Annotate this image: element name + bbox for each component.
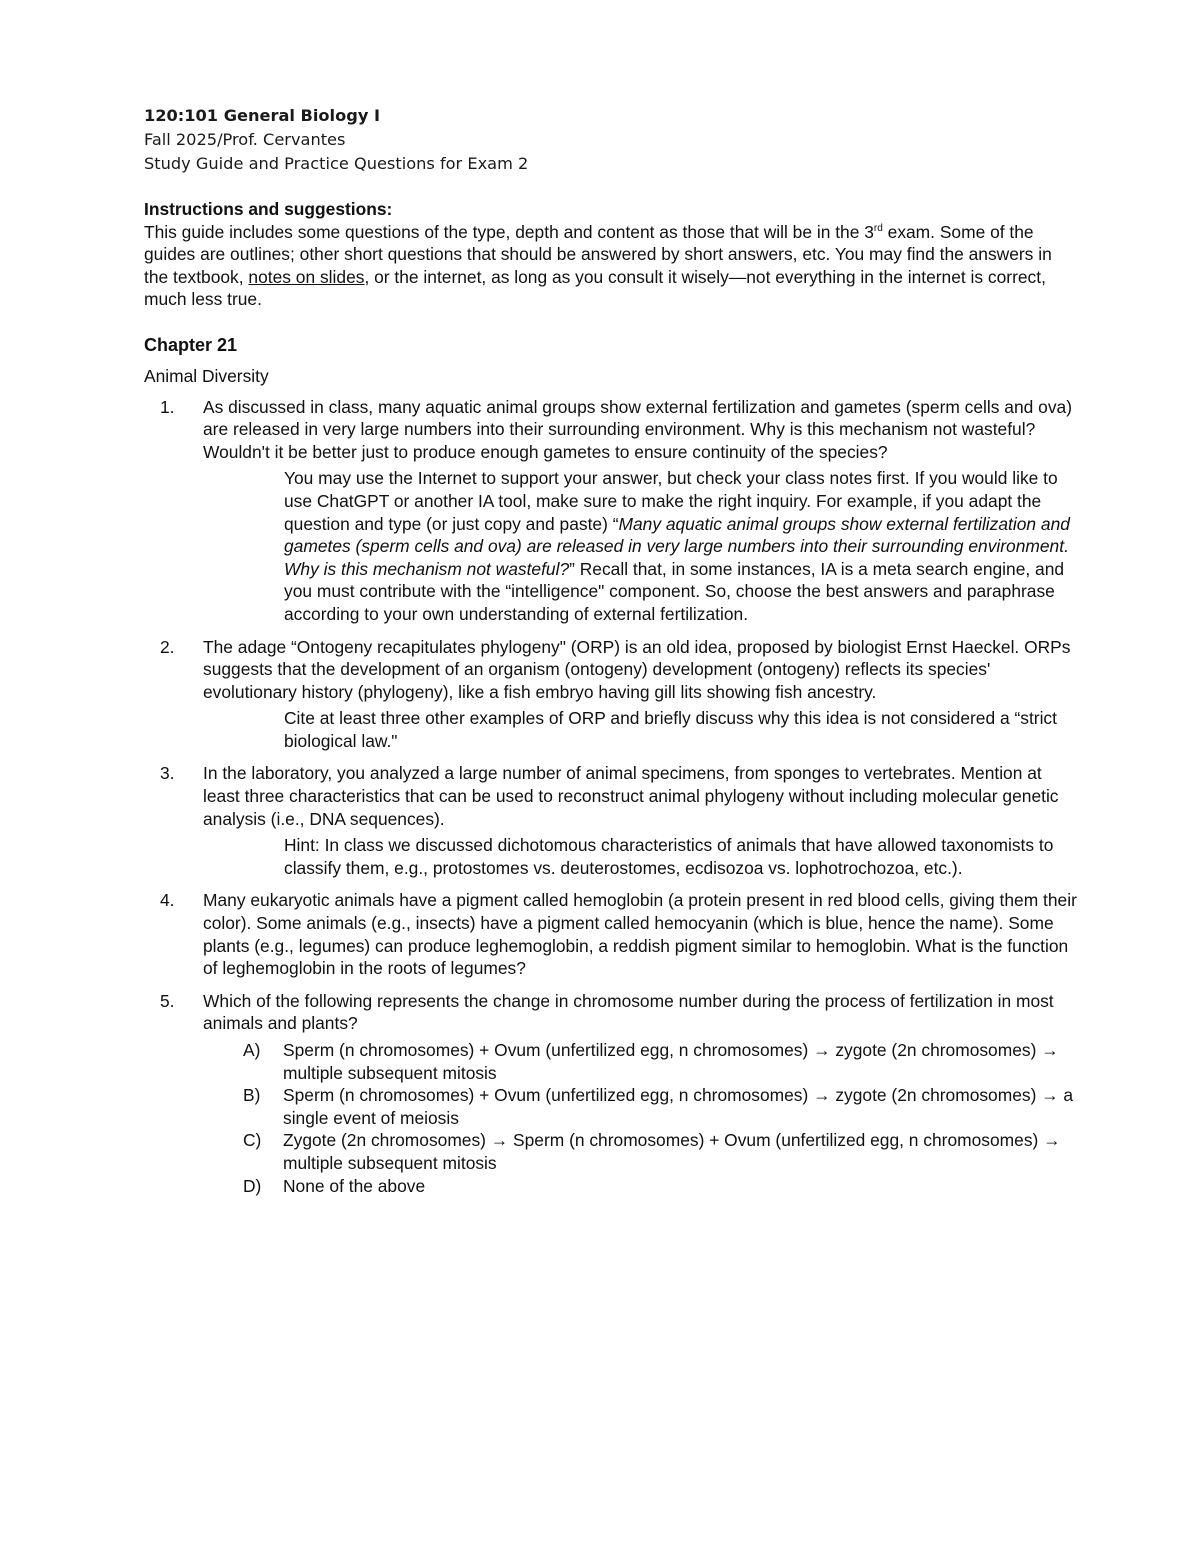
option-text: Sperm (n chromosomes) + Ovum (unfertilized egg, n chromosomes) → zygote (2n chromosomes) → a single event of meiosis xyxy=(283,1085,1074,1128)
ordinal-suffix: rd xyxy=(873,222,883,234)
term-instructor: Fall 2025/Prof. Cervantes xyxy=(144,130,346,149)
chapter-topic: Animal Diversity xyxy=(144,365,269,386)
question-hint: Hint: In class we discussed dichotomous characteristics of animals that have allowed taxonomists to classify them, e.g., protostomes vs. deuterostomes, ecdisozoa vs. lophotrochozoa, etc.). xyxy=(284,835,1054,878)
question-number: 1. xyxy=(160,396,175,417)
question-number: 4. xyxy=(160,890,175,911)
question-2 xyxy=(144,636,1080,753)
option-text: Sperm (n chromosomes) + Ovum (unfertilized egg, n chromosomes) → zygote (2n chromosomes) → multiple subsequent mitosis xyxy=(283,1040,1059,1083)
note-italic-quote: Many aquatic animal groups show external fertilization and gametes (sperm cells and ova) are released in very large numbers into their surrounding environment. Why is this mechanism not wasteful? xyxy=(284,513,1070,579)
question-body xyxy=(203,990,1080,1197)
note-text-part1: You may use the Internet to support your answer, but check your class notes first. If you would like to use ChatGPT or another IA tool, make sure to make the right inquiry. For example, if you adapt the question and type (or just copy and paste) “ xyxy=(284,468,1058,534)
option-text: Zygote (2n chromosomes) → Sperm (n chromosomes) + Ovum (unfertilized egg, n chromosomes) → multiple subsequent mitosis xyxy=(283,1130,1061,1173)
question-list xyxy=(144,396,1080,1198)
document-subtitle: Study Guide and Practice Questions for Exam 2 xyxy=(144,154,529,173)
answer-options xyxy=(243,1039,1080,1197)
answer-option-d xyxy=(243,1175,1080,1198)
question-text: Many eukaryotic animals have a pigment called hemoglobin (a protein present in red blood cells, giving them their color). Some animals (e.g., insects) have a pigment called hemocyanin (which is blue, hence the name). Some plants (e.g., legumes) can produce leghemoglobin, a reddish pigment similar to hemoglobin. What is the function of leghemoglobin in the roots of legumes? xyxy=(203,890,1077,979)
option-text: None of the above xyxy=(283,1175,426,1196)
document-header xyxy=(144,104,1080,176)
question-number: 5. xyxy=(160,990,175,1011)
option-letter: D) xyxy=(243,1175,262,1196)
instructions-text-part3: , or the internet, as long as you consult it wisely—not everything in the internet is correct, much less true. xyxy=(144,266,1046,310)
question-text: Which of the following represents the change in chromosome number during the process of fertilization in most animals and plants? xyxy=(203,990,1054,1034)
option-letter: A) xyxy=(243,1040,261,1060)
answer-option-b xyxy=(243,1084,1080,1129)
notes-on-slides-link[interactable]: notes on slides xyxy=(248,266,365,287)
question-5 xyxy=(144,990,1080,1197)
question-1 xyxy=(144,396,1080,626)
question-note xyxy=(284,467,1080,625)
instructions-heading: Instructions and suggestions: xyxy=(144,199,393,219)
question-body xyxy=(203,396,1080,626)
question-number: 2. xyxy=(160,636,175,657)
answer-option-a xyxy=(243,1039,1080,1084)
question-note: Cite at least three other examples of ORP and briefly discuss why this idea is not considered a “strict biological law." xyxy=(284,708,1057,751)
question-body xyxy=(203,762,1080,879)
question-text: In the laboratory, you analyzed a large number of animal specimens, from sponges to vertebrates. Mention at least three characteristics that can be used to reconstruct animal phylogeny without including molecular genetic analysis (i.e., DNA sequences). xyxy=(203,763,1059,829)
question-3 xyxy=(144,762,1080,879)
option-letter: B) xyxy=(243,1085,261,1106)
instructions-text-part1: This guide includes some questions of the type, depth and content as those that will be in the 3 xyxy=(144,221,874,242)
question-4 xyxy=(144,889,1080,979)
question-number: 3. xyxy=(160,763,175,784)
question-body xyxy=(203,636,1080,753)
question-body xyxy=(203,889,1080,979)
question-text: The adage “Ontogeny recapitulates phylogeny" (ORP) is an old idea, proposed by biologist Ernst Haeckel. ORPs suggests that the development of an organism (ontogeny) development (ontogeny) reflects its species' evolutionary history (phylogeny), like a fish embryo having gill lits showing fish ancestry. xyxy=(203,636,1071,702)
instructions-text xyxy=(144,221,1080,311)
note-text-part2: ” Recall that, in some instances, IA is a meta search engine, and you must contribute with the “intelligence" component. So, choose the best answers and paraphrase according to your own understanding of external fertilization. xyxy=(284,558,1065,624)
course-title: 120:101 General Biology I xyxy=(144,106,381,125)
chapter-title: Chapter 21 xyxy=(144,334,238,355)
option-letter: C) xyxy=(243,1130,262,1151)
instructions-text-part2: exam. Some of the guides are outlines; other short questions that should be answered by short answers, etc. You may find the answers in the textbook, xyxy=(144,221,1052,287)
answer-option-c xyxy=(243,1129,1080,1174)
question-text: As discussed in class, many aquatic animal groups show external fertilization and gametes (sperm cells and ova) are released in very large numbers into their surrounding environment. Why is this mechanism not wasteful? Wouldn't it be better just to produce enough gametes to ensure continuity of the species? xyxy=(203,396,1072,462)
